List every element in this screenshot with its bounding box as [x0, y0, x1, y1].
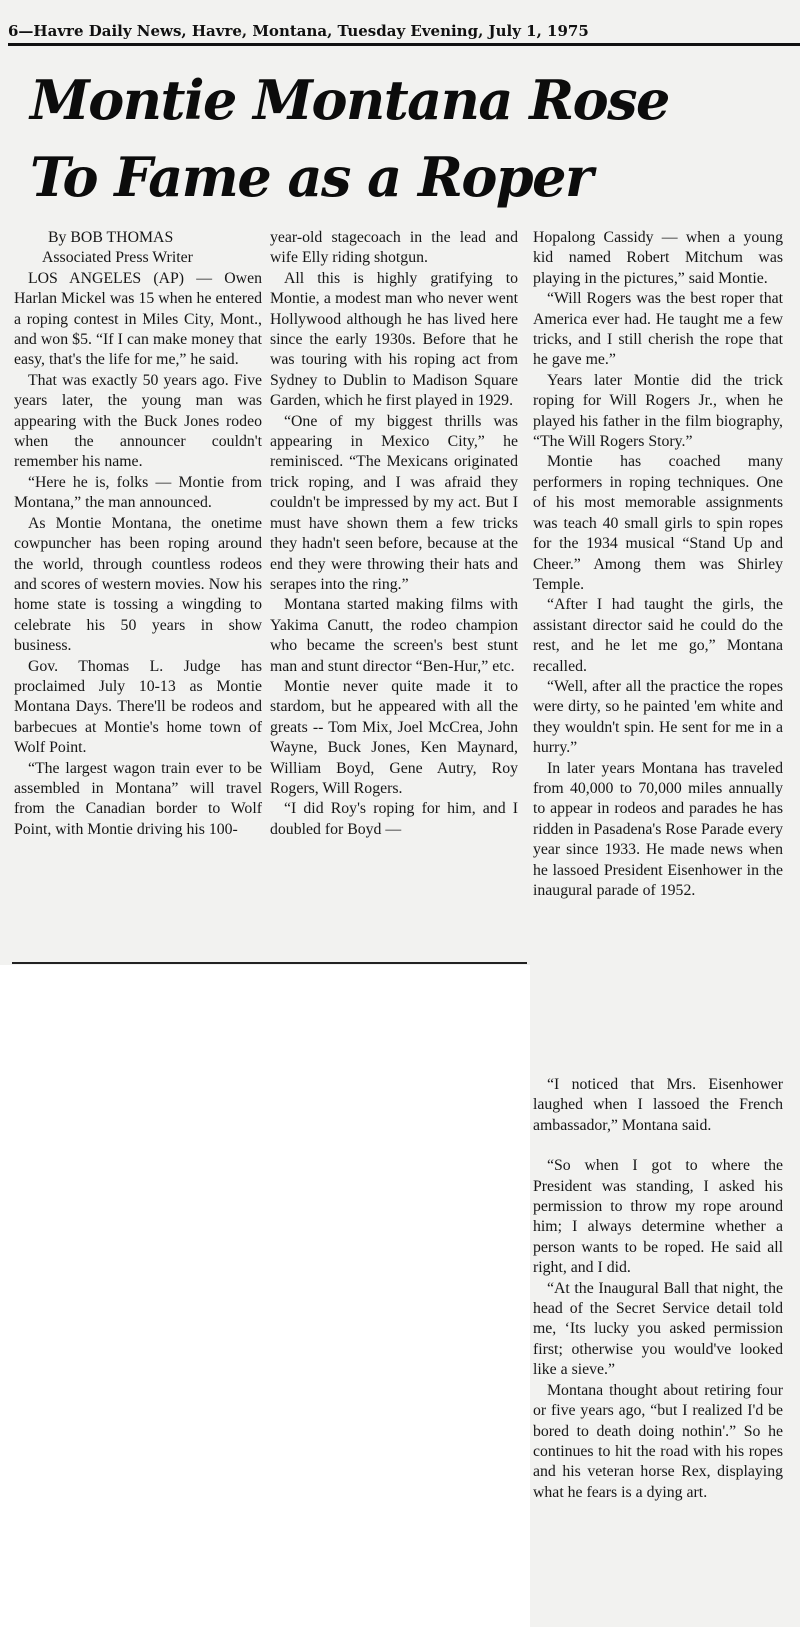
- paragraph: All this is highly gratifying to Montie, a modest man who never went Hollywood although he has lived here since the early 1930s. Before that he was touring with his roping act from Sydney to Dublin to Madison Square Garden, which he first played in 1929.: [270, 269, 518, 410]
- paragraph: As Montie Montana, the onetime cowpuncher has been roping around the world, through countless rodeos and scores of western movies. Now his home state is tossing a wingding to celebrate his 50 years in show business.: [14, 514, 262, 655]
- paragraph: “I did Roy's roping for him, and I doubled for Boyd —: [270, 800, 518, 838]
- paragraph: In later years Montana has traveled from 40,000 to 70,000 miles annually to appear in rodeos and parades he has ridden in Pasadena's Rose Parade every year since 1933. He made news when he lassoed President Eisenhower in the inaugural parade of 1952.: [533, 759, 783, 899]
- paragraph: That was exactly 50 years ago. Five years later, the young man was appearing with the Buck Jones rodeo when the announcer couldn't remember his name.: [14, 371, 262, 471]
- headline-line-1: Montie Montana Rose: [30, 68, 669, 132]
- article-column-1: [14, 228, 262, 840]
- byline-author: By BOB THOMAS: [48, 229, 174, 246]
- paragraph: “Will Rogers was the best roper that America ever had. He taught me a few tricks, and I still cherish the rope that he gave me.”: [533, 290, 783, 369]
- paragraph: “At the Inaugural Ball that night, the head of the Secret Service detail told me, ‘Its lucky you asked permission first; otherwise you would've looked like a sieve.”: [533, 1279, 783, 1379]
- paragraph: “I noticed that Mrs. Eisenhower laughed when I lassoed the French ambassador,” Montana said.: [533, 1076, 783, 1134]
- paragraph: year-old stagecoach in the lead and wife Elly riding shotgun.: [270, 229, 518, 267]
- paragraph: Montie never quite made it to stardom, but he appeared with all the greats -- Tom Mix, Joel McCrea, John Wayne, Buck Jones, Ken Maynard, William Boyd, Gene Autry, Roy Rogers, Will Rogers.: [270, 677, 518, 797]
- paragraph: “Well, after all the practice the ropes were dirty, so he painted 'em white and they wouldn't spin. He sent for me in a hurry.”: [533, 677, 783, 757]
- headline-line-2: To Fame as a Roper: [30, 145, 592, 209]
- column-bottom-rule: [12, 962, 527, 964]
- paragraph: “One of my biggest thrills was appearing in Mexico City,” he reminisced. “The Mexicans originated trick roping, and I was afraid they couldn't be impressed by my act. But I must have shown them a few tricks they hadn't seen before, because at the end they were throwing their hats and serapes into the ring.”: [270, 412, 518, 593]
- header-rule: [8, 43, 800, 46]
- paragraph: “The largest wagon train ever to be assembled in Montana” will travel from the Canadian border to Wolf Point, with Montie driving his 100-: [14, 759, 262, 838]
- article-headline: [30, 62, 790, 216]
- paragraph: Gov. Thomas L. Judge has proclaimed July 10-13 as Montie Montana Days. There'll be rodeos and barbecues at Montie's home town of Wolf Point.: [14, 657, 262, 757]
- article-column-3-continued: [533, 1055, 783, 1503]
- article-column-3: [533, 228, 783, 901]
- paragraph: Montana thought about retiring four or five years ago, “but I realized I'd be bored to death doing nothin'.” So he continues to hit the road with his ropes and his veteran horse Rex, displaying what he fears is a dying art.: [533, 1381, 783, 1501]
- paragraph: LOS ANGELES (AP) — Owen Harlan Mickel was 15 when he entered a roping contest in Miles City, Mont., and won $5. “If I can make money that easy, that's the life for me,” he said.: [14, 269, 262, 369]
- article-column-2: [270, 228, 518, 840]
- paragraph: “After I had taught the girls, the assistant director said he could do the rest, and he let me go,” Montana recalled.: [533, 596, 783, 675]
- page-dateline: 6—Havre Daily News, Havre, Montana, Tuesday Evening, July 1, 1975: [8, 22, 589, 40]
- paragraph: “So when I got to where the President was standing, I asked his permission to throw my rope around him; I always determine whether a person wants to be roped. He said all right, and I did.: [533, 1157, 783, 1277]
- paragraph: “Here he is, folks — Montie from Montana,” the man announced.: [14, 473, 262, 512]
- byline-role: Associated Press Writer: [42, 249, 193, 267]
- paragraph: Montie has coached many performers in roping techniques. One of his most memorable assignments was teach 40 small girls to spin ropes for the 1934 musical “Stand Up and Cheer.” Among them was Shirley Temple.: [533, 453, 783, 593]
- paragraph: Hopalong Cassidy — when a young kid named Robert Mitchum was playing in the pictures,” said Montie.: [533, 229, 783, 287]
- paragraph: Years later Montie did the trick roping for Will Rogers Jr., when he played his father in the film biography, “The Will Rogers Story.”: [533, 371, 783, 451]
- paragraph: Montana started making films with Yakima Canutt, the rodeo champion who became the screen's best stunt man and stunt director “Ben-Hur,” etc.: [270, 596, 518, 675]
